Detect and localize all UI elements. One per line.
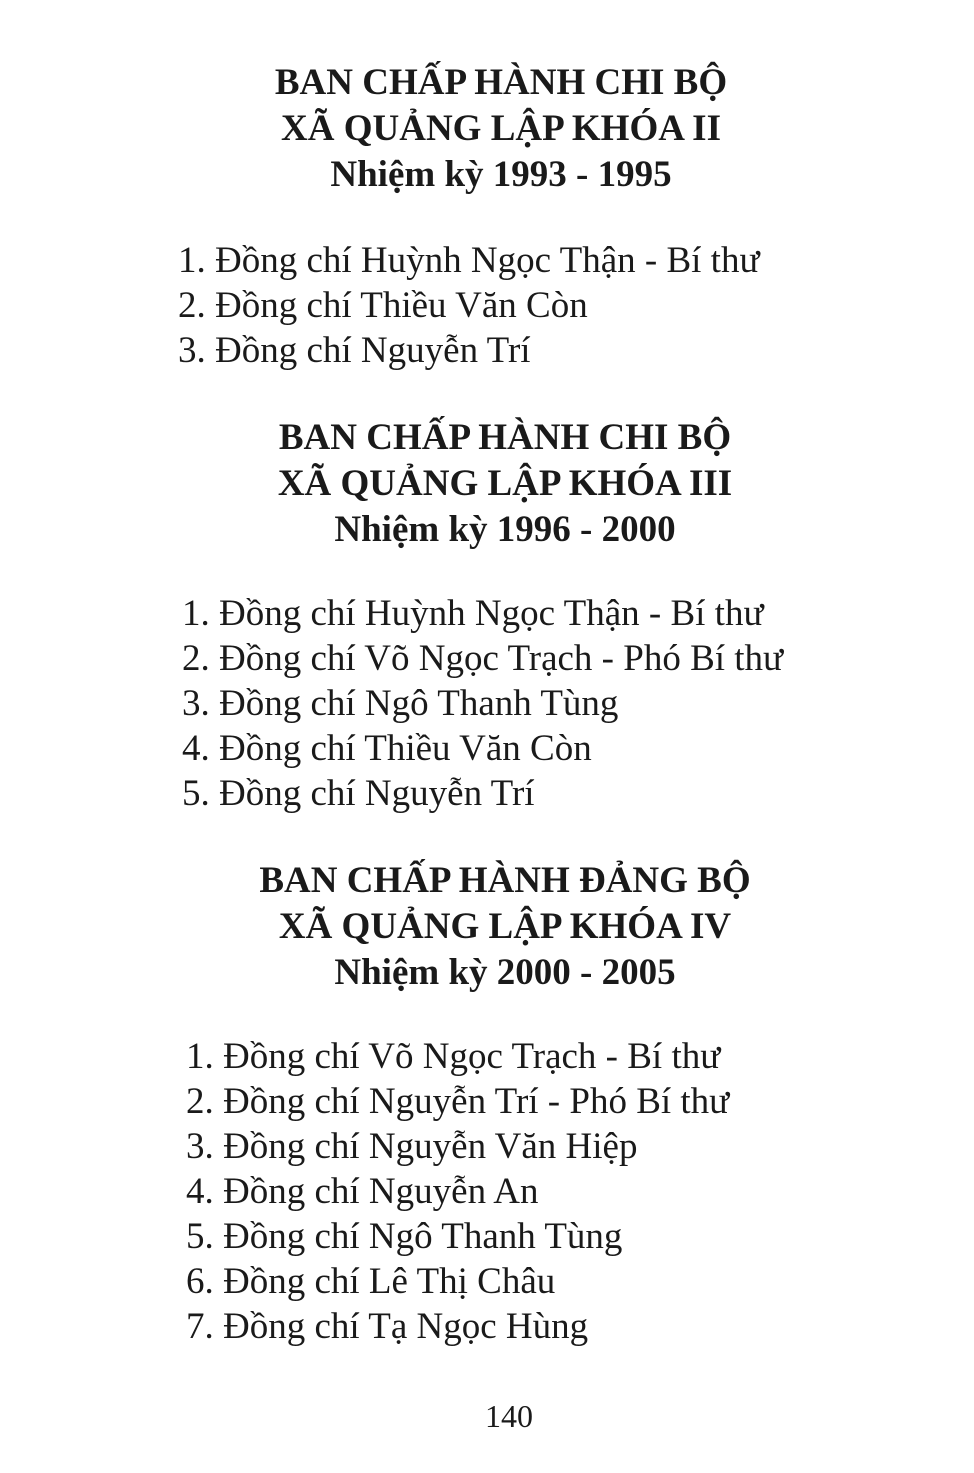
member-list [0,591,974,816]
member-list [0,1034,974,1349]
heading-line-term: Nhiệm kỳ 2000 - 2005 [334,952,676,993]
heading-line-term: Nhiệm kỳ 1996 - 2000 [334,509,676,550]
heading-line-commune: XÃ QUẢNG LẬP KHÓA III [277,463,733,504]
list-item: 1. Đồng chí Huỳnh Ngọc Thận - Bí thư [178,240,760,281]
section-heading [0,858,974,996]
list-item: 2. Đồng chí Nguyễn Trí - Phó Bí thư [186,1081,730,1122]
committee-section-term-ii [0,60,974,373]
section-heading [0,415,974,553]
list-item: 2. Đồng chí Võ Ngọc Trạch - Phó Bí thư [182,638,784,679]
list-item: 7. Đồng chí Tạ Ngọc Hùng [186,1306,589,1347]
list-item: 1. Đồng chí Võ Ngọc Trạch - Bí thư [186,1036,721,1077]
heading-line-term: Nhiệm kỳ 1993 - 1995 [330,154,672,195]
heading-line-title: BAN CHẤP HÀNH ĐẢNG BỘ [259,860,751,901]
committee-section-term-iii [0,415,974,816]
heading-line-commune: XÃ QUẢNG LẬP KHÓA II [281,108,721,149]
list-item: 6. Đồng chí Lê Thị Châu [186,1261,556,1302]
list-item: 4. Đồng chí Nguyễn An [186,1171,539,1212]
list-item: 3. Đồng chí Nguyễn Văn Hiệp [186,1126,638,1167]
list-item: 3. Đồng chí Ngô Thanh Tùng [182,683,619,724]
section-heading [0,60,974,198]
list-item: 5. Đồng chí Nguyễn Trí [182,773,535,814]
list-item: 5. Đồng chí Ngô Thanh Tùng [186,1216,623,1257]
list-item: 4. Đồng chí Thiều Văn Còn [182,728,592,769]
committee-section-term-iv [0,858,974,1349]
page-number: 140 [485,1398,533,1434]
list-item: 2. Đồng chí Thiều Văn Còn [178,285,588,326]
list-item: 3. Đồng chí Nguyễn Trí [178,330,531,371]
heading-line-commune: XÃ QUẢNG LẬP KHÓA IV [278,906,732,947]
member-list [0,238,974,373]
list-item: 1. Đồng chí Huỳnh Ngọc Thận - Bí thư [182,593,764,634]
heading-line-title: BAN CHẤP HÀNH CHI BỘ [278,417,732,458]
heading-line-title: BAN CHẤP HÀNH CHI BỘ [274,62,728,103]
